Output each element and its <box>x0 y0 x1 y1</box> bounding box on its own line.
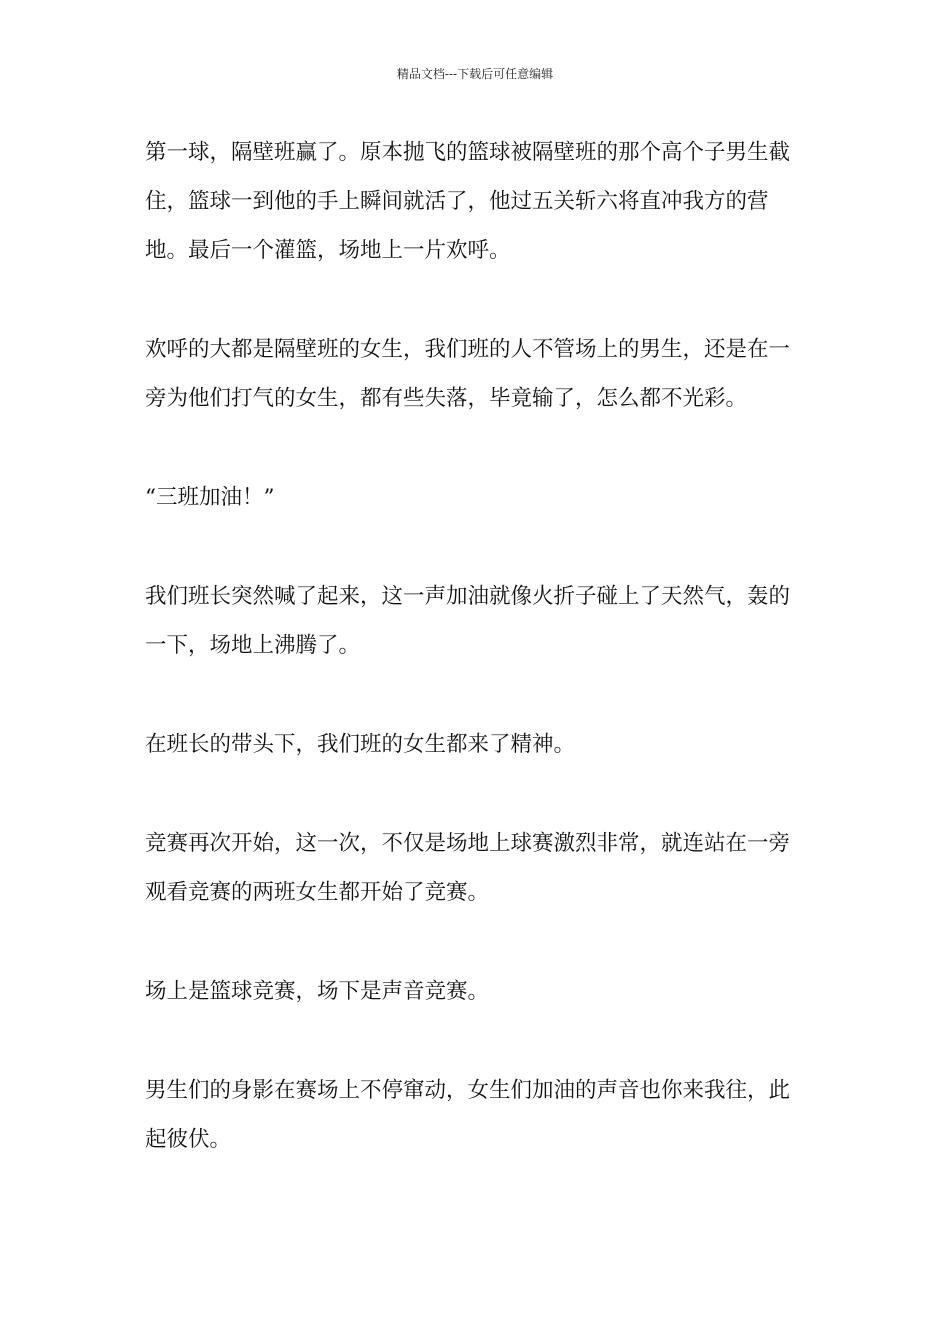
paragraph-6: 竞赛再次开始，这一次，不仅是场地上球赛激烈非常，就连站在一旁观看竞赛的两班女生都开始了竞赛。 <box>145 831 791 905</box>
document-body <box>145 128 810 1214</box>
paragraph-5: 在班长的带头下，我们班的女生都来了精神。 <box>145 732 576 757</box>
paragraph-3: “三班加油！” <box>145 485 275 510</box>
page-header: 精品文档---下载后可任意编辑 <box>396 67 554 81</box>
paragraph-2: 欢呼的大都是隔壁班的女生，我们班的人不管场上的男生，还是在一旁为他们打气的女生，都有些失落，毕竟输了，怎么都不光彩。 <box>145 337 791 411</box>
paragraph-8: 男生们的身影在赛场上不停窜动，女生们加油的声音也你来我往，此起彼伏。 <box>145 1078 791 1152</box>
paragraph-4: 我们班长突然喊了起来，这一声加油就像火折子碰上了天然气，轰的一下，场地上沸腾了。 <box>145 584 791 658</box>
paragraph-7: 场上是篮球竞赛，场下是声音竞赛。 <box>145 979 490 1004</box>
paragraph-1: 第一球，隔壁班赢了。原本抛飞的篮球被隔壁班的那个高个子男生截住，篮球一到他的手上瞬间就活了，他过五关斩六将直冲我方的营地。最后一个灌篮，场地上一片欢呼。 <box>145 140 791 263</box>
